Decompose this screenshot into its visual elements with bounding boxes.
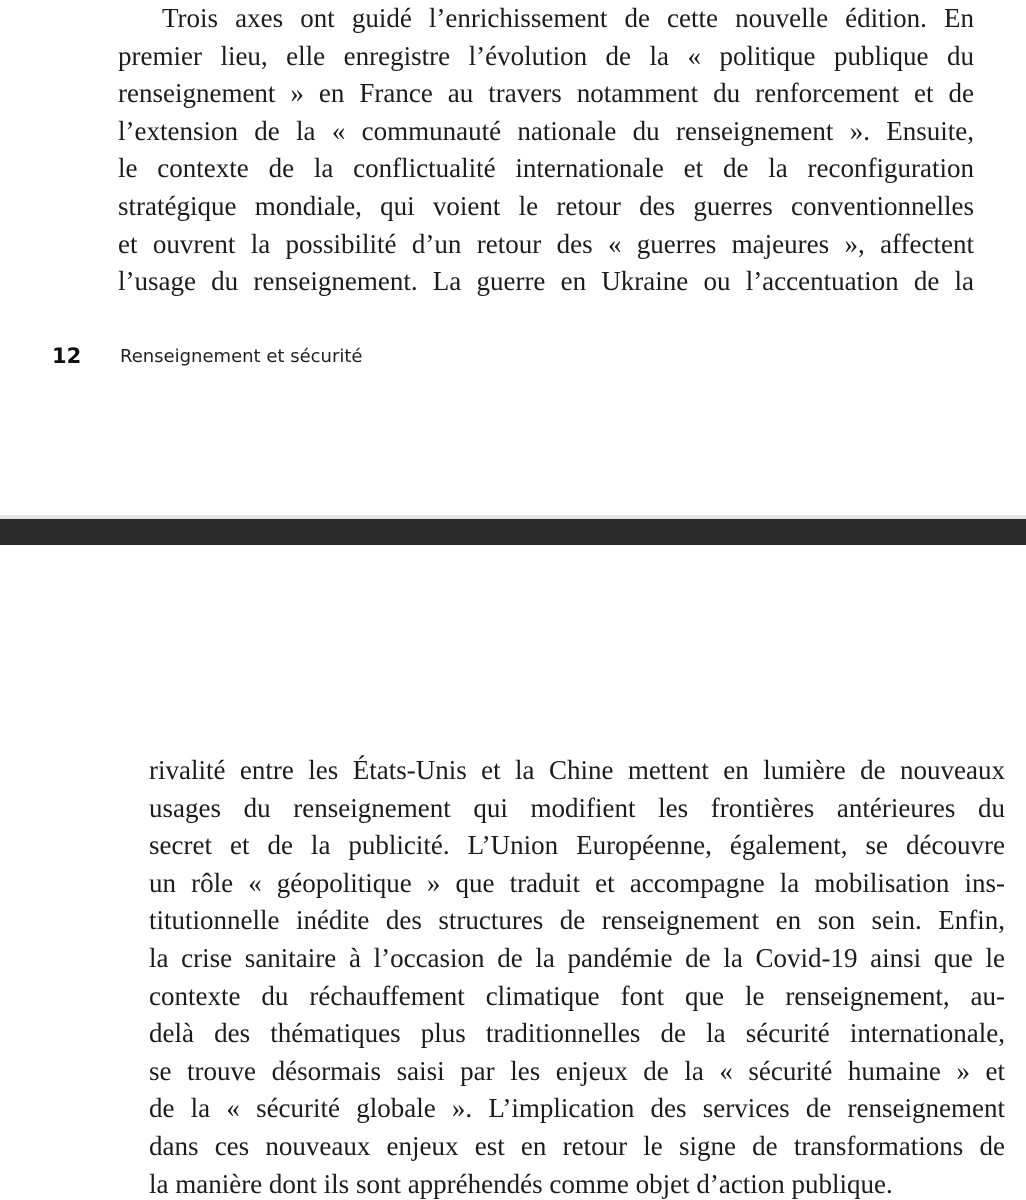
running-title: Renseignement et sécurité — [120, 345, 363, 367]
page-divider — [0, 519, 1026, 545]
text-line: dans ces nouveaux enjeux est en retour le signe de transformations de — [149, 1130, 1005, 1161]
text-line: la crise sanitaire à l’occasion de la pandémie de la Covid-19 ainsi que le — [149, 942, 1005, 973]
text-line: titutionnelle inédite des structures de renseignement en son sein. Enfin, — [149, 905, 1005, 936]
page-number: 12 — [52, 344, 82, 368]
text-line: premier lieu, elle enregistre l’évolution de la « politique publique du — [118, 40, 974, 71]
text-line: l’extension de la « communauté nationale du renseignement ». Ensuite, — [118, 115, 974, 146]
text-line: l’usage du renseignement. La guerre en Ukraine ou l’accentuation de la — [118, 266, 974, 297]
text-line: rivalité entre les États-Unis et la Chine mettent en lumière de nouveaux — [149, 755, 1005, 785]
text-line: renseignement » en France au travers notamment du renforcement et de — [118, 78, 974, 109]
text-line: Trois axes ont guidé l’enrichissement de cette nouvelle édition. En — [162, 3, 974, 33]
text-line: delà des thématiques plus traditionnelles de la sécurité internationale, — [149, 1018, 1005, 1049]
bottom-paragraph — [149, 752, 1005, 1200]
text-line: usages du renseignement qui modifient les frontières antérieures du — [149, 792, 1005, 823]
page-footer — [52, 340, 362, 372]
top-paragraph — [118, 0, 974, 301]
text-line: et ouvrent la possibilité d’un retour des « guerres majeures », affectent — [118, 228, 974, 259]
text-line: secret et de la publicité. L’Union Européenne, également, se découvre — [149, 830, 1005, 861]
text-line: se trouve désormais saisi par les enjeux de la « sécurité humaine » et — [149, 1055, 1005, 1086]
text-line: la manière dont ils sont appréhendés comme objet d’action publique. — [149, 1168, 893, 1199]
text-line: un rôle « géopolitique » que traduit et accompagne la mobilisation ins- — [149, 867, 1005, 898]
text-line: stratégique mondiale, qui voient le retour des guerres conventionnelles — [118, 190, 974, 221]
text-line: de la « sécurité globale ». L’implication des services de renseignement — [149, 1093, 1005, 1124]
text-line: le contexte de la conflictualité internationale et de la reconfiguration — [118, 153, 974, 184]
text-line: contexte du réchauffement climatique font que le renseignement, au- — [149, 980, 1005, 1011]
